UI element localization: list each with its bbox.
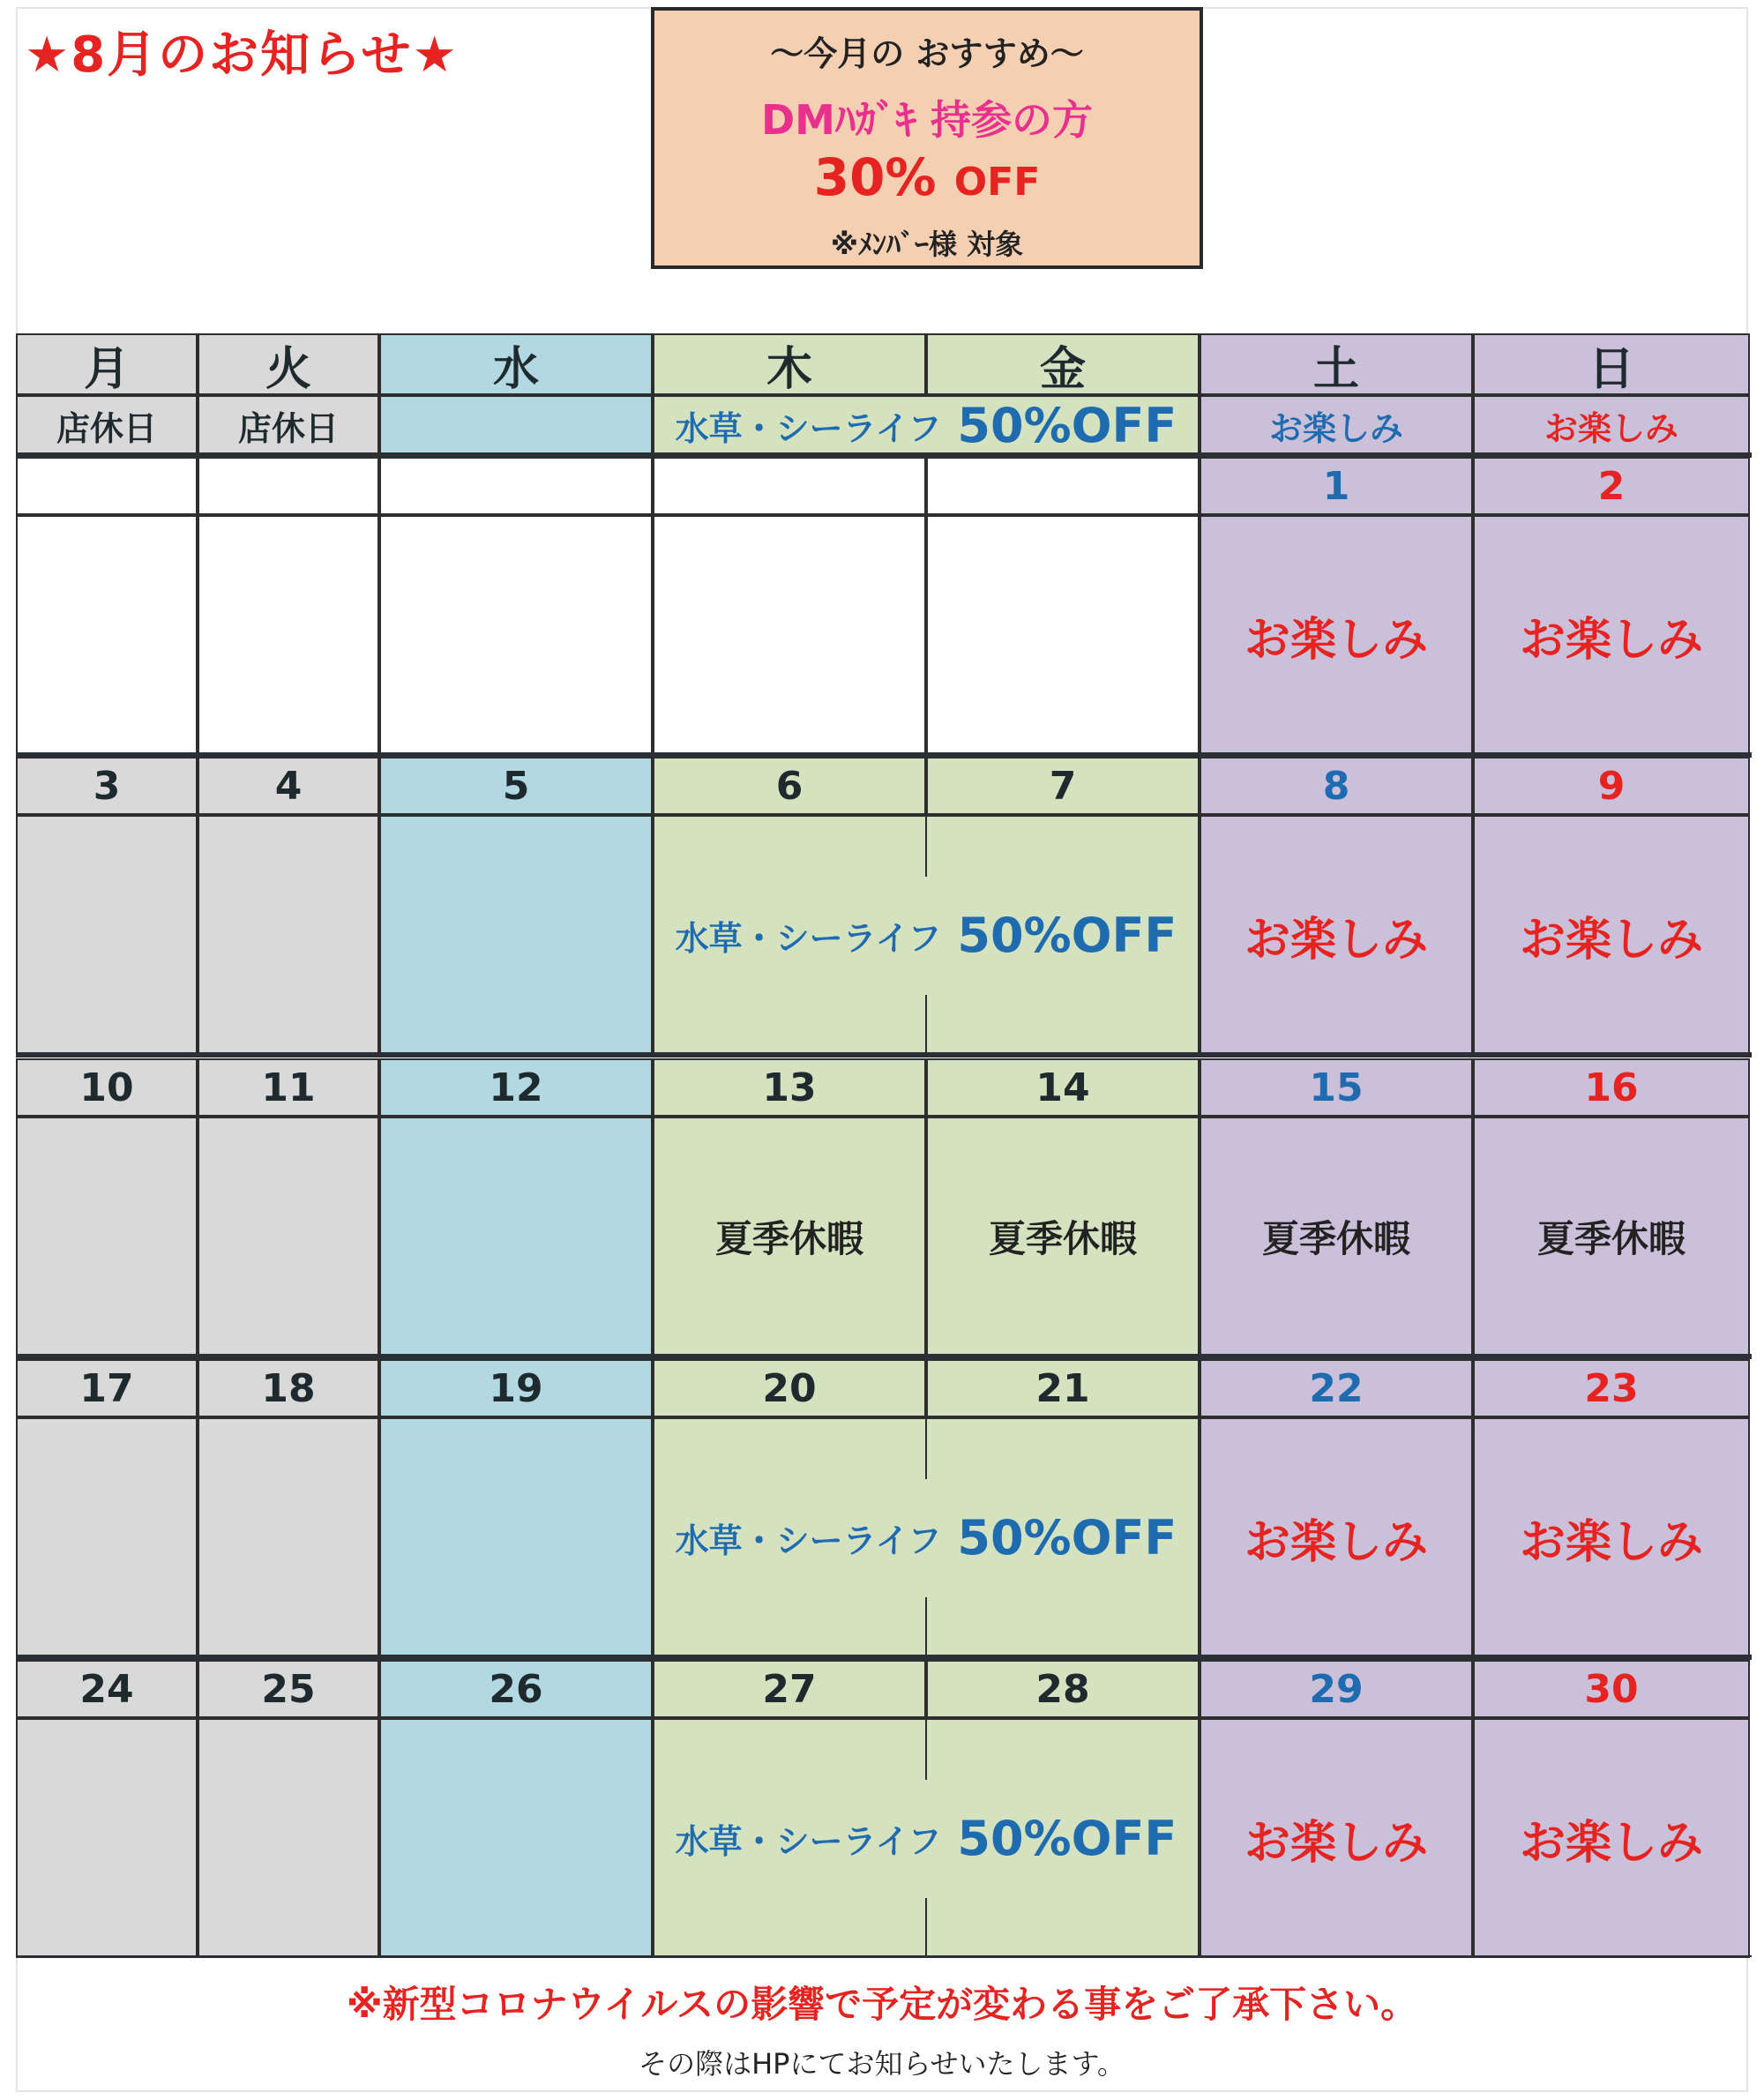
holiday-event: 夏季休暇 [1536,1217,1686,1260]
date-cell: 12 [379,1058,653,1117]
week-separator [16,1955,1752,1957]
date-cell: 29 [1200,1660,1473,1718]
sale-discount: 50%OFF [957,1509,1177,1566]
date-cell: 3 [16,757,198,815]
day-cell [379,1117,653,1356]
fun-event: お楽しみ [1519,1515,1703,1569]
header-note-sat: お楽しみ [1200,395,1473,455]
promo-box [651,7,1203,269]
promo-discount-suffix: OFF [953,160,1041,205]
date-cell: 14 [926,1058,1200,1117]
day-cell [379,515,653,755]
day-cell [16,1117,198,1356]
weekday-header-sat: 土 [1200,333,1473,395]
weekday-header-fri: 金 [926,333,1200,395]
promo-heading: ～今月の おすすめ～ [770,34,1084,73]
sale-event [653,1718,1200,1958]
date-cell: 10 [16,1058,198,1117]
day-cell [16,815,198,1055]
weekday-header-sun: 日 [1473,333,1750,395]
date-cell: 5 [379,757,653,815]
header-note-sun: お楽しみ [1473,395,1750,455]
date-cell: 6 [653,757,926,815]
fun-event: お楽しみ [1244,913,1428,967]
date-cell: 15 [1200,1058,1473,1117]
day-cell [198,515,379,755]
date-cell: 26 [379,1660,653,1718]
date-cell: 13 [653,1058,926,1117]
date-cell: 23 [1473,1359,1750,1417]
date-cell: 4 [198,757,379,815]
holiday-event: 夏季休暇 [988,1217,1137,1260]
sale-event [653,815,1200,1055]
day-cell [16,515,198,755]
date-cell: 19 [379,1359,653,1417]
fun-event: お楽しみ [1519,613,1703,667]
day-cell [198,1718,379,1958]
header-note-wed [379,395,653,455]
fun-event: お楽しみ [1244,1816,1428,1870]
date-cell: 30 [1473,1660,1750,1718]
day-cell [198,1117,379,1356]
header-note-mon: 店休日 [16,395,198,455]
date-cell: 20 [653,1359,926,1417]
date-cell: 22 [1200,1359,1473,1417]
fun-event: お楽しみ [1244,1515,1428,1569]
day-cell [379,815,653,1055]
day-cell [198,815,379,1055]
day-cell [16,1718,198,1958]
week-separator [16,1052,1752,1057]
weekday-header-wed: 水 [379,333,653,395]
date-cell: 24 [16,1660,198,1718]
day-cell [379,1718,653,1958]
date-cell [379,457,653,515]
promo-condition: DMﾊｶﾞｷ 持参の方 [761,96,1093,144]
date-cell [926,457,1200,515]
weekday-header-tue: 火 [198,333,379,395]
date-cell [16,457,198,515]
header-note-sale [653,395,1200,455]
date-cell: 25 [198,1660,379,1718]
sale-event [653,1417,1200,1657]
date-cell: 1 [1200,457,1473,515]
fun-event: お楽しみ [1519,913,1703,967]
notice-text: ※新型コロナウイルスの影響で予定が変わる事をご了承下さい。 [346,1983,1418,2026]
day-cell [653,515,926,755]
sale-discount: 50%OFF [957,907,1177,963]
holiday-event: 夏季休暇 [1261,1217,1410,1260]
date-cell: 9 [1473,757,1750,815]
date-cell: 21 [926,1359,1200,1417]
fun-event: お楽しみ [1519,1816,1703,1870]
sale-label: 水草・シーライフ [675,1821,942,1861]
date-cell: 28 [926,1660,1200,1718]
sale-discount: 50%OFF [957,1810,1177,1866]
day-cell [198,1417,379,1657]
day-cell [379,1417,653,1657]
page-title: ★8月のお知らせ★ [25,26,459,84]
promo-discount-value: 30% [813,147,937,207]
date-cell: 8 [1200,757,1473,815]
sale-label: 水草・シーライフ [675,408,942,448]
date-cell: 16 [1473,1058,1750,1117]
calendar [16,333,1752,1967]
weekday-header-thu: 木 [653,333,926,395]
fun-event: お楽しみ [1244,613,1428,667]
date-cell: 2 [1473,457,1750,515]
header-note-tue: 店休日 [198,395,379,455]
sale-label: 水草・シーライフ [675,1521,942,1560]
sale-discount: 50%OFF [957,397,1177,453]
date-cell: 27 [653,1660,926,1718]
notice-subtext: その際はHPにてお知らせいたします。 [639,2047,1125,2081]
sale-label: 水草・シーライフ [675,918,942,958]
day-cell [16,1417,198,1657]
date-cell: 7 [926,757,1200,815]
date-cell: 18 [198,1359,379,1417]
weekday-header-mon: 月 [16,333,198,395]
holiday-event: 夏季休暇 [714,1217,863,1260]
date-cell: 17 [16,1359,198,1417]
date-cell [653,457,926,515]
date-cell: 11 [198,1058,379,1117]
day-cell [926,515,1200,755]
date-cell [198,457,379,515]
promo-note: ※ﾒﾝﾊﾞｰ様 対象 [830,228,1024,261]
promo-discount [654,147,1200,207]
